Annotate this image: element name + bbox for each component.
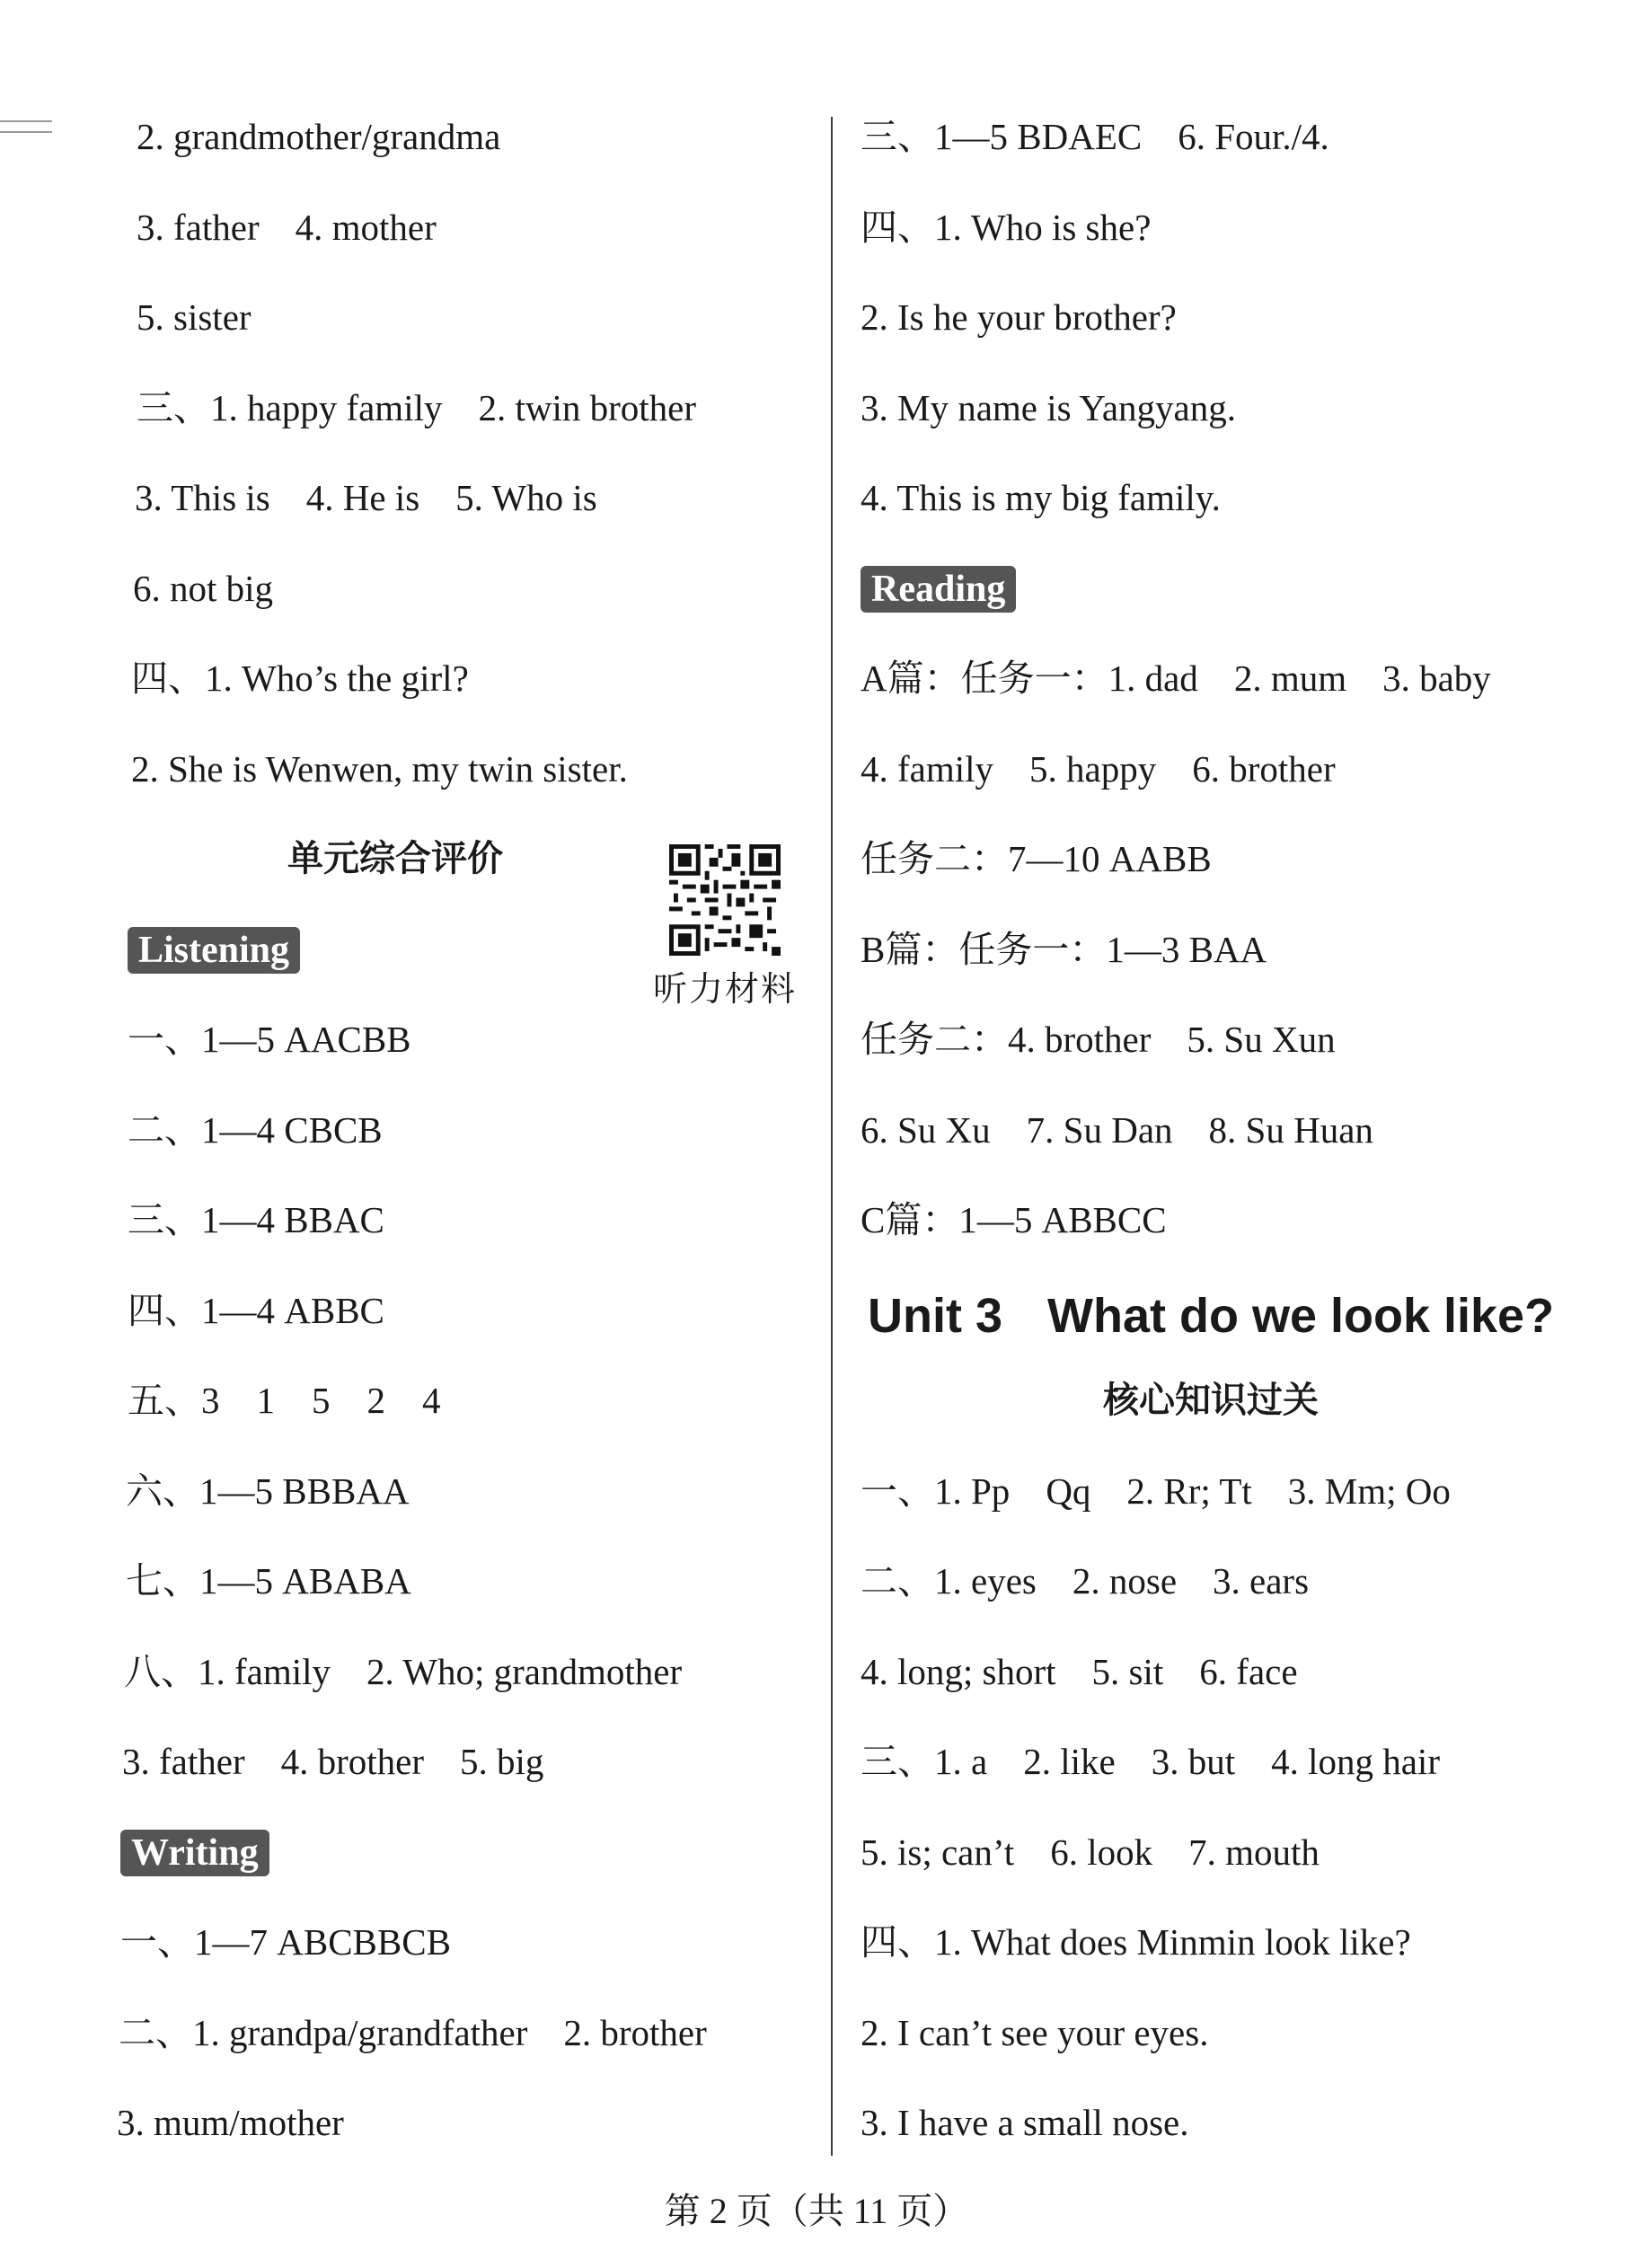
answer-line: 七、1—5 ABABA xyxy=(126,1560,411,1602)
answer-line: 三、1—4 BBAC xyxy=(128,1199,384,1240)
answer-line: 四、1. Who’s the girl? xyxy=(131,657,469,699)
reading-tag: Reading xyxy=(861,566,1016,613)
answer-line: 四、1. What does Minmin look like? xyxy=(861,1921,1411,1963)
core-knowledge-heading: 核心知识过关 xyxy=(1103,1380,1319,1421)
answer-line: 2. Is he your brother? xyxy=(861,296,1177,338)
answer-line: 2. I can’t see your eyes. xyxy=(861,2011,1209,2053)
answer-line: 4. This is my big family. xyxy=(861,477,1221,518)
answer-line: 3. father 4. brother 5. big xyxy=(122,1741,544,1782)
answer-line: C篇：1—5 ABBCC xyxy=(861,1199,1167,1240)
answer-line: 5. is; can’t 6. look 7. mouth xyxy=(861,1831,1320,1873)
edge-mark xyxy=(0,131,52,133)
answer-line: 3. mum/mother xyxy=(117,2102,344,2143)
page-footer: 第 2 页（共 11 页） xyxy=(664,2191,969,2231)
answer-line: 一、1—7 ABCBBCB xyxy=(120,1921,451,1963)
answer-line: 八、1. family 2. Who; grandmother xyxy=(124,1650,683,1692)
answer-line: 四、1—4 ABBC xyxy=(128,1289,384,1331)
answer-line: 三、1. happy family 2. twin brother xyxy=(137,386,697,428)
answer-line: 3. This is 4. He is 5. Who is xyxy=(135,477,597,518)
answer-line: 3. father 4. mother xyxy=(137,206,437,248)
column-divider xyxy=(831,117,833,2156)
left-column xyxy=(117,106,817,2183)
answer-line: 4. long; short 5. sit 6. face xyxy=(861,1650,1298,1692)
answer-line: 6. Su Xu 7. Su Dan 8. Su Huan xyxy=(861,1108,1373,1151)
answer-line: 三、1—5 BDAEC 6. Four./4. xyxy=(861,116,1329,157)
answer-line: 2. grandmother/grandma xyxy=(137,116,501,157)
reading-section xyxy=(861,558,1561,649)
answer-line: 一、1. Pp Qq 2. Rr; Tt 3. Mm; Oo xyxy=(861,1469,1451,1512)
answer-line: 六、1—5 BBBAA xyxy=(126,1469,410,1512)
answer-line: 任务二：4. brother 5. Su Xun xyxy=(861,1019,1336,1060)
answer-line: A篇：任务一：1. dad 2. mum 3. baby xyxy=(861,657,1491,699)
answer-line: B篇：任务一：1—3 BAA xyxy=(861,928,1267,970)
answer-line: 一、1—5 AACBB xyxy=(128,1019,411,1060)
right-column xyxy=(861,106,1561,2183)
qr-code-icon[interactable] xyxy=(669,844,781,956)
answer-line: 三、1. a 2. like 3. but 4. long hair xyxy=(861,1741,1440,1782)
answer-line: 6. not big xyxy=(133,567,274,609)
answer-line: 二、1—4 CBCB xyxy=(128,1108,383,1151)
answer-line: 4. family 5. happy 6. brother xyxy=(861,747,1336,790)
answer-line: 四、1. Who is she? xyxy=(861,206,1152,248)
unit-title: Unit 3 What do we look like? xyxy=(868,1288,1555,1343)
edge-mark xyxy=(0,120,52,122)
answer-line: 3. My name is Yangyang. xyxy=(861,386,1236,428)
answer-line: 二、1. eyes 2. nose 3. ears xyxy=(861,1560,1310,1602)
qr-code-block[interactable] xyxy=(640,844,810,1010)
answer-line: 五、3 1 5 2 4 xyxy=(128,1380,441,1421)
unit-eval-heading: 单元综合评价 xyxy=(287,838,503,879)
answer-line: 3. I have a small nose. xyxy=(861,2102,1189,2143)
answer-line: 2. She is Wenwen, my twin sister. xyxy=(131,747,628,790)
qr-caption: 听力材料 xyxy=(652,969,797,1009)
writing-tag: Writing xyxy=(120,1830,269,1876)
listening-tag: Listening xyxy=(128,927,300,974)
writing-section xyxy=(117,1822,817,1912)
answer-line: 任务二：7—10 AABB xyxy=(861,838,1212,879)
answer-line: 5. sister xyxy=(137,296,252,338)
answer-line: 二、1. grandpa/grandfather 2. brother xyxy=(119,2011,707,2053)
